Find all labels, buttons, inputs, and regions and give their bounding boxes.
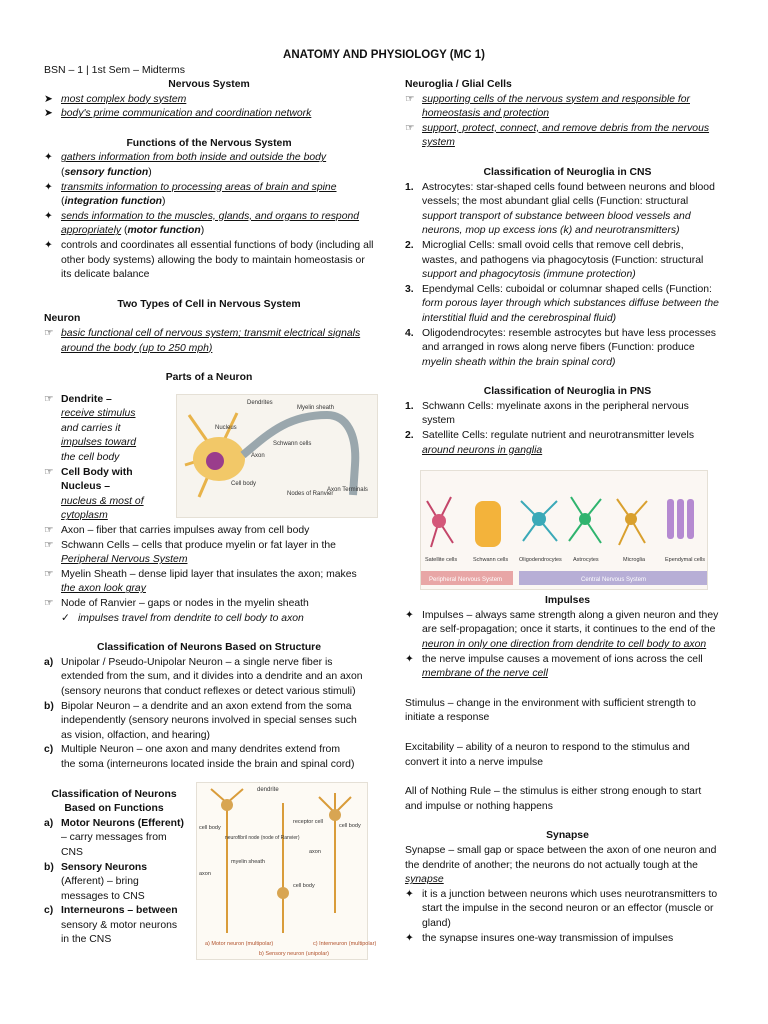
list-item: ✦ it is a junction between neurons which uses neurotransmitters to start the impulse in the second neuron or an effector (muscle or gland) (405, 888, 730, 932)
svg-text:a) Motor neuron (multipolar): a) Motor neuron (multipolar) (205, 941, 274, 947)
list-item: 1. Astrocytes: star-shaped cells found between neurons and blood vessels; the most abundant glial cells (Function: structural support transport of substance between blood vessels and neurons, mop up excess ions (k) and neurotransmitters) (405, 181, 715, 237)
svg-text:b) Sensory neuron (unipolar): b) Sensory neuron (unipolar) (259, 951, 330, 957)
glial-cells-diagram (420, 470, 708, 590)
list-item: 2. Satellite Cells: regulate nutrient and neurotransmitter levels around neurons in ganglia (405, 430, 695, 456)
four-point-star-icon: ✦ (405, 609, 414, 621)
four-point-star-icon: ✦ (44, 181, 53, 193)
list-item: 2. Microglial Cells: small ovoid cells that remove cell debris, wastes, and pathogens via phagocytosis (Function: structural support and phagocytosis (immune protection) (405, 239, 704, 281)
list-item: ➤ most complex body system (44, 93, 374, 108)
list-item: ☞ basic functional cell of nervous system; transmit electrical signals around the body (up to 250 mph) (44, 327, 374, 356)
pointing-hand-icon: ☞ (44, 466, 54, 478)
four-point-star-icon: ✦ (405, 653, 414, 665)
svg-text:neurofibril node (node of Ranv: neurofibril node (node of Ranvier) (225, 835, 300, 841)
list-item: ✦ the synapse insures one-way transmission of impulses (405, 932, 730, 947)
schwann-label: Schwann cells (273, 441, 312, 447)
synapse-def: Synapse – small gap or space between the axon of one neuron and the dendrite of another; the neurons do not actually tough at the synapse (405, 844, 717, 886)
list-item: ☞ Myelin Sheath – dense lipid layer that insulates the axon; makes the axon look gray (44, 568, 374, 597)
functions-heading: Functions of the Nervous System (126, 137, 292, 149)
axon-label: Axon (251, 453, 265, 459)
neuron-diagram (176, 394, 378, 518)
list-item: a) Motor Neurons (Efferent) – carry messages from CNS (44, 817, 184, 858)
list-item: ✦ controls and coordinates all essential functions of body (including all other body systems) allowing the body to maintain homeostasis or its delicate balance (44, 239, 374, 283)
dendrites-label: Dendrites (247, 400, 273, 406)
list-item: b) Bipolar Neuron – a dendrite and an axon extend from the soma independently (sensory neurons involved in special senses such as vision, olfaction, and hearing) (44, 700, 357, 741)
arrow-bullet-icon: ➤ (44, 93, 53, 105)
list-item: ➤ body's prime communication and coordination network (44, 107, 374, 122)
list-item: c) Interneurons – between sensory & motor neurons in the CNS (44, 905, 178, 946)
list-item: ✦ sends information to the muscles, glands, and organs to respond appropriately (motor function) (44, 210, 374, 239)
terminals-label: Axon Terminals (327, 487, 368, 493)
pointing-hand-icon: ☞ (44, 393, 54, 405)
svg-text:receptor cell: receptor cell (293, 819, 323, 825)
list-item: a) Unipolar / Pseudo-Unipolar Neuron – a single nerve fiber is extended from the sum, and it divides into a dendrite and an axon (sensory neurons that conduct reflexes or detect various stimuli) (44, 656, 363, 697)
list-item: ☞ Axon – fiber that carries impulses away from cell body (44, 524, 374, 539)
pointing-hand-icon: ☞ (405, 122, 415, 134)
list-item: ☞ Schwann Cells – cells that produce myelin or fat layer in the Peripheral Nervous System (44, 539, 374, 568)
svg-text:cell body: cell body (293, 883, 315, 889)
four-point-star-icon: ✦ (44, 210, 53, 222)
list-item: c) Multiple Neuron – one axon and many dendrites extend from the soma (interneurons located inside the brain and spinal cord) (44, 744, 355, 770)
list-item: ☞ supporting cells of the nervous system and responsible for homeostasis and protection (405, 93, 730, 122)
pointing-hand-icon: ☞ (44, 598, 54, 609)
page-title: ANATOMY AND PHYSIOLOGY (MC 1) (283, 49, 485, 61)
pointing-hand-icon: ☞ (44, 327, 54, 339)
two-types-heading: Two Types of Cell in Nervous System (117, 298, 301, 310)
svg-text:cell body: cell body (199, 825, 221, 831)
list-item: 3. Ependymal Cells: cuboidal or columnar shaped cells (Function: form porous layer through which substances diffuse between the interstitial fluid and the cerebrospinal fluid) (405, 283, 719, 324)
svg-text:Ependymal cells: Ependymal cells (665, 557, 706, 563)
synapse-heading: Synapse (546, 830, 589, 842)
parts-heading: Parts of a Neuron (165, 372, 253, 384)
list-item: ☞ Dendrite – (44, 393, 374, 408)
svg-text:Microglia: Microglia (623, 557, 646, 563)
structure-heading: Classification of Neurons Based on Structure (96, 642, 322, 654)
excitability-def: Excitability – ability of a neuron to respond to the stimulus and convert it into a nerve impulse (405, 742, 690, 768)
svg-text:Oligodendrocytes: Oligodendrocytes (519, 557, 562, 563)
list-item: b) Sensory Neurons (Afferent) – bring messages to CNS (44, 861, 148, 902)
list-item: ✦ the nerve impulse causes a movement of ions across the cell membrane of the nerve cell (405, 653, 730, 682)
svg-text:axon: axon (309, 849, 321, 855)
neuron-types-diagram (196, 782, 377, 960)
svg-text:c) Interneuron (multipolar): c) Interneuron (multipolar) (313, 941, 377, 947)
svg-text:dendrite: dendrite (257, 787, 279, 793)
impulses-heading: Impulses (544, 595, 591, 607)
list-item: ☞ Node of Ranvier – gaps or nodes in the myelin sheath (44, 597, 374, 612)
pns-bar-label: Peripheral Nervous System (429, 577, 503, 583)
pointing-hand-icon: ☞ (44, 568, 54, 580)
check-icon: ✓ (61, 612, 70, 624)
nucleus-label: Nucleus (215, 425, 237, 431)
svg-text:Satellite cells: Satellite cells (425, 557, 458, 563)
list-item: ☞ support, protect, connect, and remove debris from the nervous system (405, 122, 730, 151)
four-point-star-icon: ✦ (405, 932, 414, 944)
cns-bar-label: Central Nervous System (581, 577, 647, 583)
neuron-subheading: Neuron (44, 313, 81, 325)
cns-heading: Classification of Neuroglia in CNS (483, 166, 652, 178)
myelin-label: Myelin sheath (297, 405, 335, 411)
svg-text:myelin sheath: myelin sheath (231, 859, 265, 865)
stimulus-def: Stimulus – change in the environment with sufficient strength to initiate a response (405, 697, 696, 724)
list-item: ✦ Impulses – always same strength along a given neuron and they are self-propagation; once it starts, it continues to the end of the neuron in only one direction from dendrite to cell body to axon (405, 609, 730, 653)
list-item: 4. Oligodendrocytes: resemble astrocytes but have less processes and arranged in rows along nerve fibers (Function: produce myelin sheath within the brain spinal cord) (405, 327, 716, 368)
four-point-star-icon: ✦ (44, 239, 53, 251)
list-item: ✦ transmits information to processing areas of brain and spine (integration function) (44, 181, 374, 210)
ranvier-label: Nodes of Ranvier (287, 491, 334, 497)
arrow-bullet-icon: ➤ (44, 108, 53, 120)
pointing-hand-icon: ☞ (44, 539, 54, 551)
pointing-hand-icon: ☞ (44, 525, 54, 537)
left-column: Nervous System ➤ most complex body system ➤ body's prime communication and coordination network Functions of the Nervous System ✦ gathers information from both inside and outside the body (sensory function) ✦ transmits information to processing areas of brain and spine (integration function) ✦ sends information to the muscles, glands, and organs to respond appropriately (motor function) ✦ controls and coordinates all essential functions of body (including all other body systems) allowing the body to maintain homeostasis or its delicate balance Two Types of Cell in Nervous System Neuron ☞ basic functional cell of nervous system; transmit electrical signals around the body (up to 250 mph) Parts of a Neuron ☞ Dendrite – receive stimulus and carries it impulses toward the cell body ☞ Cell Body with Nucleus – nucleus & most of cytoplasm ☞ Axon – fiber that carries impulses away from cell body ☞ Schwann Cells – cells that produce myelin or fat layer in the Peripheral Nervous System ☞ Myelin Sheath – dense lipid layer that insulates the axon; makes the axon look gray ☞ Node of Ranvier – gaps or nodes in the myelin sheath ✓ impulses travel from dendrite to cell body to axon Classification of Neurons Based on Structure a) Unipolar / Pseudo-Unipolar Neuron – a single nerve fiber is extended from the sum, and it divides into a dendrite and an axon (sensory neurons that conduct reflexes or detect various stimuli) b) Bipolar Neuron – a dendrite and an axon extend from the soma independently (sensory neurons involved in special senses such as vision, olfaction, and hearing) c) Multiple Neuron – one axon and many dendrites extend from the soma (interneurons located inside the brain and spinal cord) Classification of Neurons Based on Functions a) Motor Neurons (Efferent) – carry messages from CNS b) Sensory Neurons (Afferent) – bring messages to CNS c) Interneurons – between sensory & motor neurons in the CNS (44, 78, 374, 948)
neuroglia-heading: Neuroglia / Glial Cells (405, 79, 512, 90)
course-label: BSN – 1 | 1st Sem – Midterms (44, 64, 186, 76)
svg-text:Astrocytes: Astrocytes (573, 557, 599, 563)
list-item: ✦ gathers information from both inside and outside the body (sensory function) (44, 151, 374, 180)
pns-heading: Classification of Neuroglia in PNS (483, 386, 652, 398)
svg-text:cell body: cell body (339, 823, 361, 829)
list-item: 1. Schwann Cells: myelinate axons in the peripheral nervous system (405, 400, 689, 427)
nervous-system-heading: Nervous System (168, 79, 250, 90)
list-item: ✓ impulses travel from dendrite to cell body to axon (44, 612, 374, 627)
functions-class-heading: Classification of Neurons Based on Functions (51, 788, 177, 815)
svg-text:Schwann cells: Schwann cells (473, 557, 509, 563)
svg-text:axon: axon (199, 871, 211, 877)
all-or-nothing-def: All of Nothing Rule – the stimulus is either strong enough to start and impulse or nothing happens (405, 786, 702, 812)
pointing-hand-icon: ☞ (405, 93, 415, 105)
four-point-star-icon: ✦ (405, 888, 414, 900)
list-item: ☞ Cell Body with Nucleus – (44, 466, 374, 495)
four-point-star-icon: ✦ (44, 152, 53, 164)
cellbody-label: Cell body (231, 481, 257, 487)
